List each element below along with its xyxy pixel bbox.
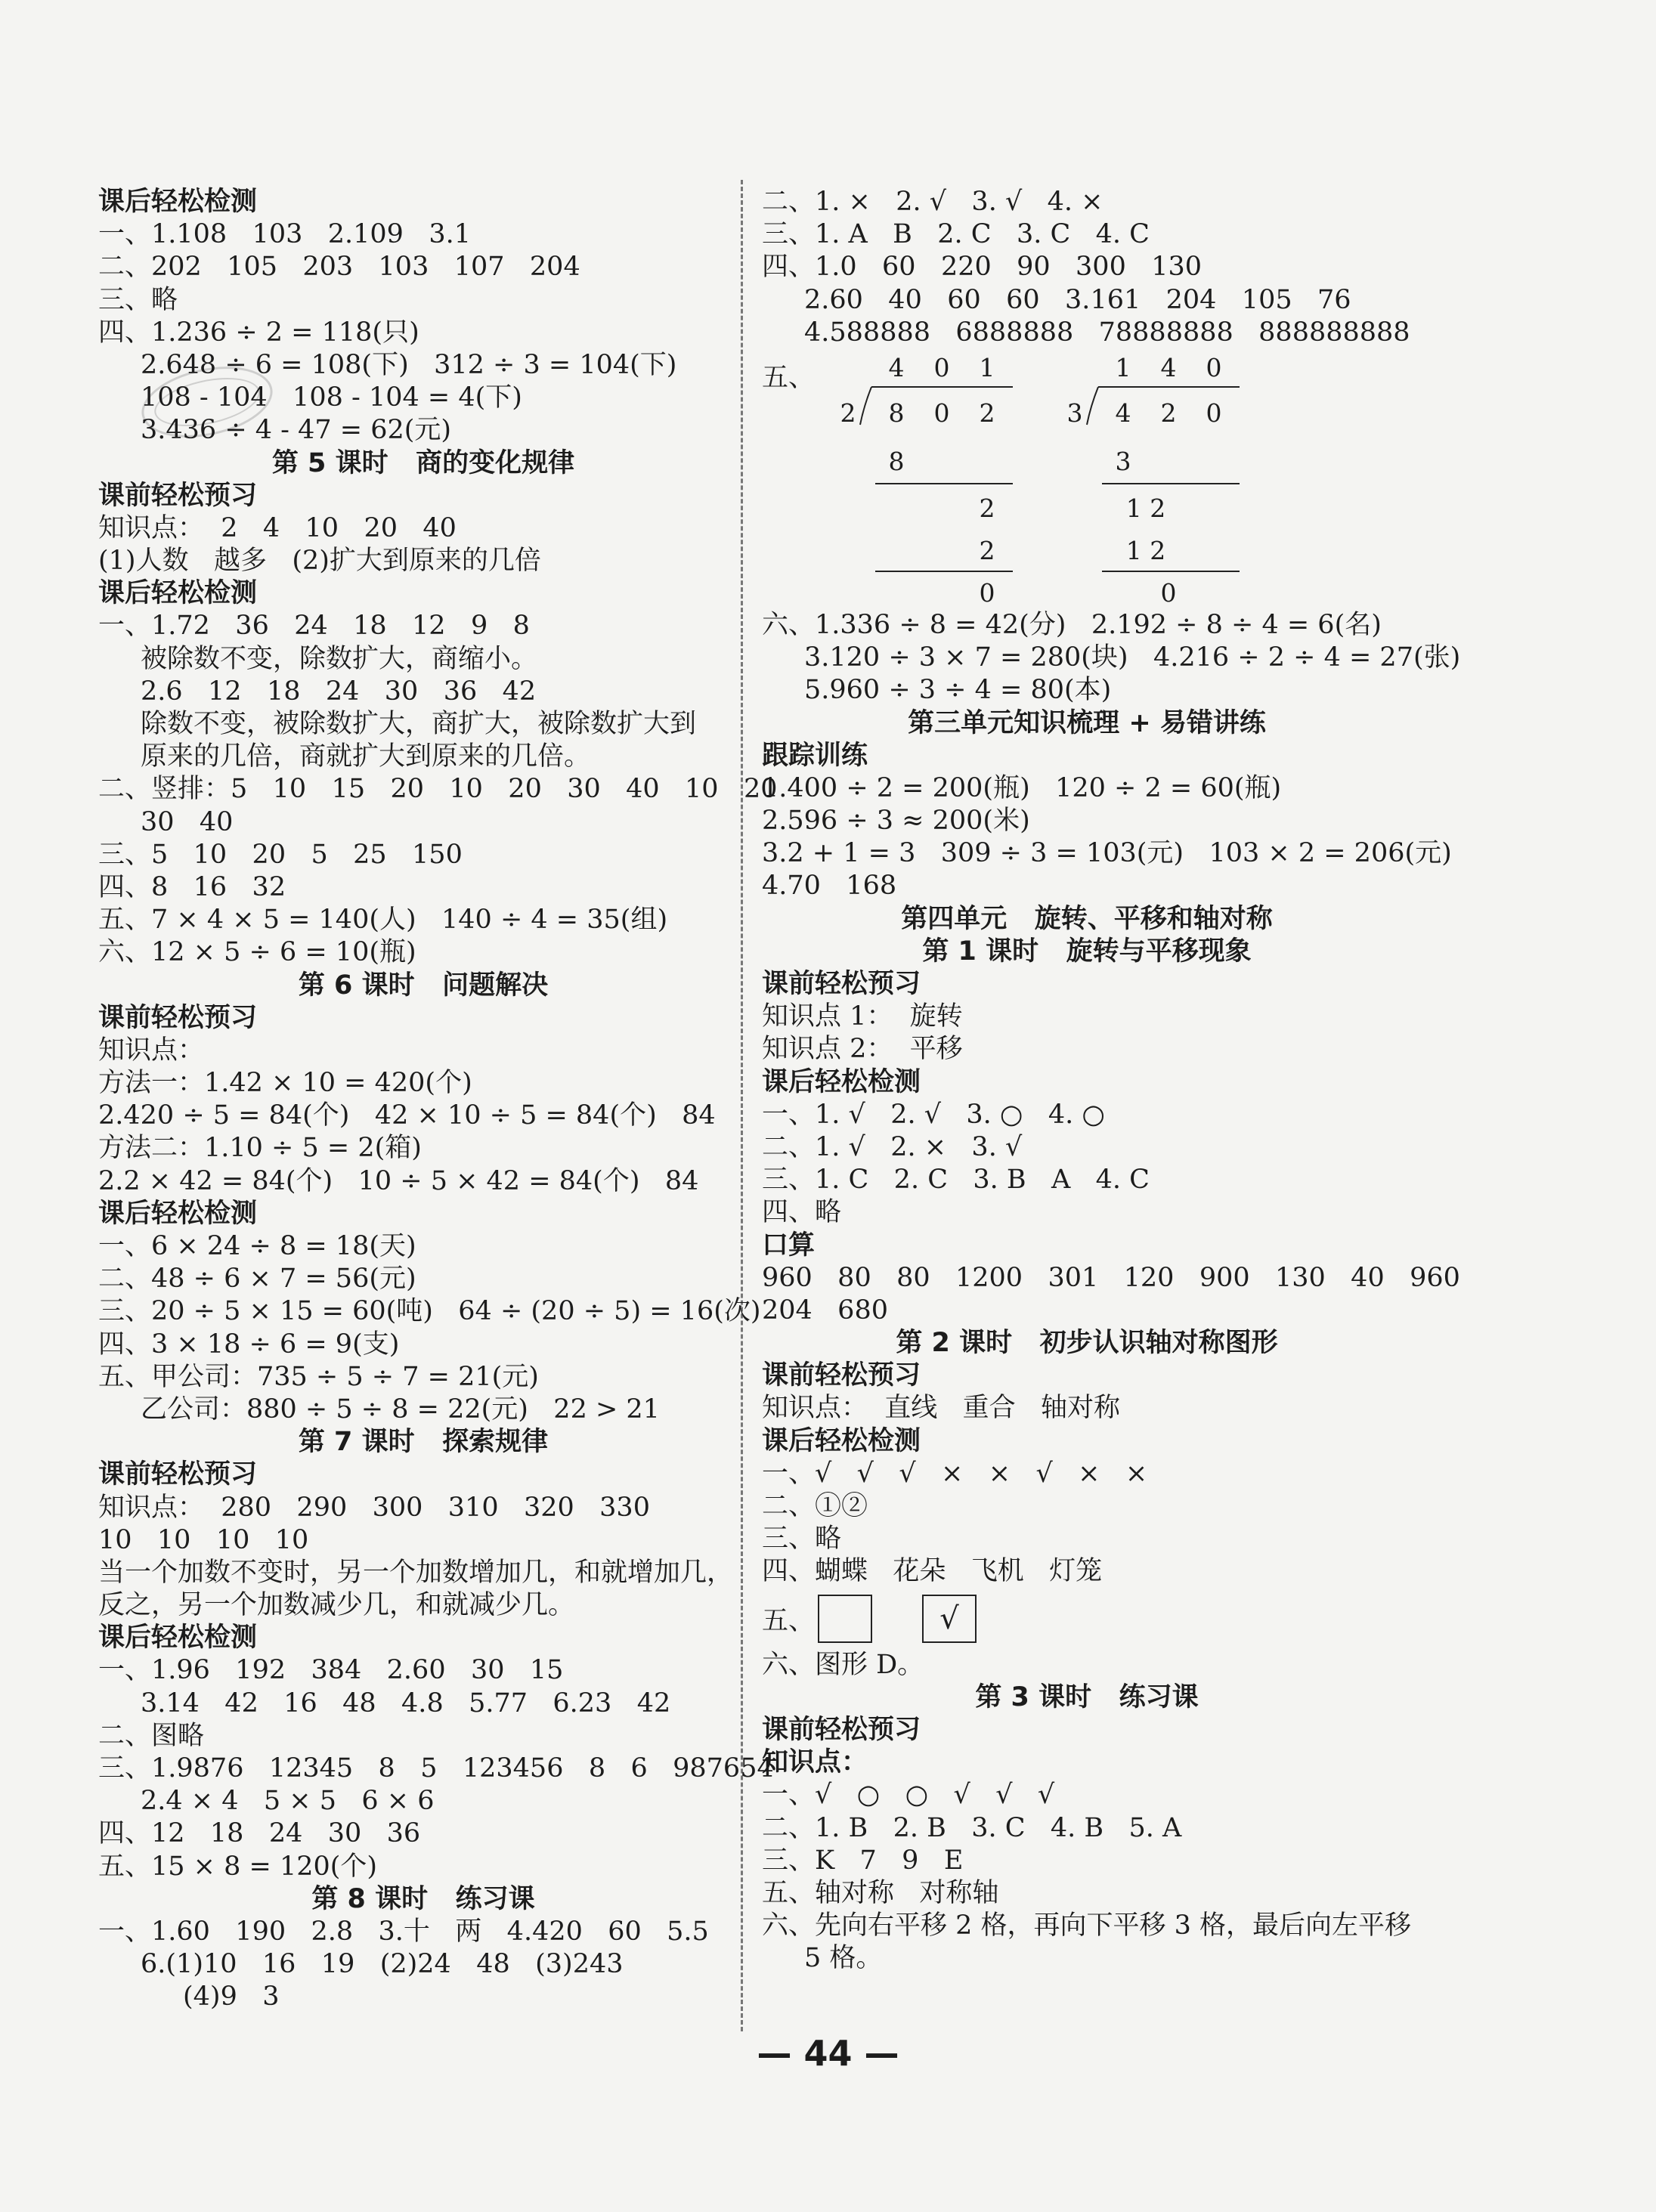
dividend-digit: 0 bbox=[1206, 398, 1222, 428]
answer-line: 5.960 ÷ 3 ÷ 4 = 80(本) bbox=[804, 675, 1112, 706]
answer-line: 四、蝴蝶 花朵 飞机 灯笼 bbox=[762, 1556, 1103, 1587]
section-heading: 课前轻松预习 bbox=[98, 480, 258, 511]
step-partial: 1 2 bbox=[1125, 493, 1166, 523]
answer-line: 二、①② bbox=[762, 1491, 868, 1521]
answer-line: 一、6 × 24 ÷ 8 = 18(天) bbox=[98, 1231, 416, 1261]
answer-line: 6.(1)10 16 19 (2)24 48 (3)243 bbox=[141, 1949, 624, 1980]
answer-line: 方法二：1.10 ÷ 5 = 2(箱) bbox=[98, 1133, 422, 1164]
answer-line: 方法一：1.42 × 10 = 420(个) bbox=[98, 1068, 472, 1099]
right-column bbox=[762, 186, 1461, 1975]
answer-line: 二、图略 bbox=[98, 1720, 205, 1751]
answer-line: 二、202 105 203 103 107 204 bbox=[98, 252, 580, 283]
answer-box-checked: √ bbox=[922, 1595, 977, 1643]
answer-line: 3.436 ÷ 4 - 47 = 62(元) bbox=[141, 415, 452, 446]
quotient-digit: 4 bbox=[888, 352, 905, 382]
section-heading: 课后轻松检测 bbox=[98, 578, 258, 609]
answer-line: 二、竖排：5 10 15 20 10 20 30 40 10 20 bbox=[98, 774, 778, 805]
lesson-title: 第 3 课时 练习课 bbox=[975, 1681, 1199, 1712]
answer-line: 三、20 ÷ 5 × 15 = 60(吨) 64 ÷ (20 ÷ 5) = 16(次) bbox=[98, 1296, 761, 1327]
division-bracket bbox=[1087, 387, 1098, 425]
answer-line: 3.120 ÷ 3 × 7 = 280(块) 4.216 ÷ 2 ÷ 4 = 27(张) bbox=[804, 642, 1461, 673]
dividend-digit: 0 bbox=[933, 398, 950, 428]
answer-line: 二、1. × 2. √ 3. √ 4. × bbox=[762, 187, 1103, 217]
section-heading: 课前轻松预习 bbox=[762, 1714, 921, 1745]
dividend-digit: 2 bbox=[1160, 398, 1177, 428]
step-product: 8 bbox=[888, 446, 905, 476]
answer-line: 3.2 + 1 = 3 309 ÷ 3 = 103(元) 103 × 2 = 206(元) bbox=[762, 838, 1452, 869]
answer-line: (4)9 3 bbox=[183, 1982, 280, 2012]
answer-line: 三、1. C 2. C 3. B A 4. C bbox=[762, 1165, 1150, 1196]
answer-line: 一、1.60 190 2.8 3.十 两 4.420 60 5.5 bbox=[98, 1916, 709, 1947]
answer-line: 五、甲公司：735 ÷ 5 ÷ 7 = 21(元) bbox=[98, 1361, 539, 1392]
answer-line: 三、1.9876 12345 8 5 123456 8 6 987654 bbox=[98, 1753, 774, 1784]
answer-line: 三、K 7 9 E bbox=[762, 1845, 964, 1876]
divisor: 3 bbox=[1066, 398, 1083, 428]
remainder: 0 bbox=[979, 577, 995, 608]
answer-line: 2.420 ÷ 5 = 84(个) 42 × 10 ÷ 5 = 84(个) 84 bbox=[98, 1100, 716, 1131]
section-heading: 课后轻松检测 bbox=[762, 1425, 921, 1456]
page-number: — 44 — bbox=[757, 2033, 899, 2074]
long-division-problem-1 bbox=[840, 353, 1014, 608]
answer-line: 四、12 18 24 30 36 bbox=[98, 1818, 421, 1849]
answer-line: 三、略 bbox=[98, 284, 178, 315]
answer-line: 一、√ ○ ○ √ √ √ bbox=[762, 1780, 1055, 1811]
answer-line: 10 10 10 10 bbox=[98, 1524, 309, 1555]
quotient-digit: 0 bbox=[1206, 352, 1222, 382]
answer-line: 二、1. B 2. B 3. C 4. B 5. A bbox=[762, 1812, 1182, 1843]
answer-line: 六、1.336 ÷ 8 = 42(分) 2.192 ÷ 8 ÷ 4 = 6(名) bbox=[762, 609, 1382, 640]
section-heading: 跟踪训练 bbox=[762, 740, 868, 771]
answer-box-row bbox=[762, 1589, 1412, 1649]
long-division-problem-2 bbox=[1067, 353, 1240, 608]
answer-line: 知识点 1： 旋转 bbox=[762, 1001, 963, 1032]
answer-line: 一、1.108 103 2.109 3.1 bbox=[98, 219, 471, 250]
dividend-digit: 2 bbox=[979, 398, 995, 428]
answer-line: 一、1.96 192 384 2.60 30 15 bbox=[98, 1655, 564, 1686]
section-heading: 课后轻松检测 bbox=[98, 1623, 258, 1654]
answer-line: 30 40 bbox=[141, 806, 234, 837]
lesson-title: 第四单元 旋转、平移和轴对称 bbox=[901, 903, 1273, 934]
answer-line: 三、略 bbox=[762, 1524, 842, 1555]
long-division-label: 五、 bbox=[762, 362, 816, 393]
left-column bbox=[98, 186, 778, 2014]
answer-line: 知识点： 直线 重合 轴对称 bbox=[762, 1393, 1121, 1424]
lesson-title: 第 7 课时 探索规律 bbox=[298, 1427, 549, 1458]
answer-line: 五、7 × 4 × 5 = 140(人) 140 ÷ 4 = 35(组) bbox=[98, 905, 668, 936]
answer-line: 五、轴对称 对称轴 bbox=[762, 1877, 999, 1908]
lesson-title: 第 5 课时 商的变化规律 bbox=[271, 447, 575, 478]
quotient-digit: 1 bbox=[979, 352, 995, 382]
answer-line: 一、1.72 36 24 18 12 9 8 bbox=[98, 611, 530, 642]
answer-line: 除数不变，被除数扩大，商扩大，被除数扩大到 bbox=[141, 709, 697, 739]
section-heading: 课前轻松预习 bbox=[762, 969, 921, 999]
dividend-digit: 4 bbox=[1115, 398, 1131, 428]
answer-line: 4.588888 6888888 78888888 888888888 bbox=[804, 317, 1410, 348]
right-top-block bbox=[762, 186, 1412, 349]
answer-line: 知识点： 2 4 10 20 40 bbox=[98, 512, 457, 543]
long-division-block bbox=[762, 349, 1412, 609]
answer-line: 108 - 104 108 - 104 = 4(下) bbox=[141, 382, 522, 413]
answer-line: 四、1.236 ÷ 2 = 118(只) bbox=[98, 317, 419, 348]
answer-line: 四、1.0 60 220 90 300 130 bbox=[762, 252, 1203, 283]
answer-line: 被除数不变，除数扩大，商缩小。 bbox=[141, 643, 538, 674]
answer-line: 一、√ √ √ × × √ × × bbox=[762, 1458, 1148, 1489]
answer-line: 二、1. √ 2. × 3. √ bbox=[762, 1131, 1023, 1162]
lesson-title: 第 1 课时 旋转与平移现象 bbox=[922, 936, 1252, 967]
answer-line: (1)人数 越多 (2)扩大到原来的几倍 bbox=[98, 546, 541, 577]
remainder: 0 bbox=[1160, 577, 1177, 608]
section-heading: 口算 bbox=[762, 1230, 816, 1261]
answer-line: 3.14 42 16 48 4.8 5.77 6.23 42 bbox=[141, 1688, 671, 1719]
answer-line: 1.400 ÷ 2 = 200(瓶) 120 ÷ 2 = 60(瓶) bbox=[762, 772, 1282, 803]
lesson-title: 第 6 课时 问题解决 bbox=[298, 970, 549, 1001]
answer-line: 5 格。 bbox=[804, 1943, 883, 1974]
answer-line: 六、12 × 5 ÷ 6 = 10(瓶) bbox=[98, 937, 416, 968]
answer-line: 二、48 ÷ 6 × 7 = 56(元) bbox=[98, 1264, 416, 1295]
answer-line: 一、1. √ 2. √ 3. ○ 4. ○ bbox=[762, 1099, 1105, 1130]
quotient-digit: 0 bbox=[933, 352, 950, 382]
answer-line: 知识点： bbox=[98, 1035, 205, 1066]
step-product: 2 bbox=[979, 535, 995, 565]
long-division-figures bbox=[837, 349, 1367, 609]
answer-line: 三、1. A B 2. C 3. C 4. C bbox=[762, 219, 1150, 250]
section-heading: 课后轻松检测 bbox=[98, 187, 258, 217]
quotient-digit: 4 bbox=[1160, 352, 1177, 382]
answer-line: 六、图形 D。 bbox=[762, 1649, 924, 1680]
dividend-digit: 8 bbox=[888, 398, 905, 428]
answer-line: 960 80 80 1200 301 120 900 130 40 960 bbox=[762, 1262, 1460, 1293]
answer-box-label: 五、 bbox=[762, 1605, 816, 1636]
answer-line: 2.596 ÷ 3 ≈ 200(米) bbox=[762, 806, 1030, 837]
answer-line: 当一个加数不变时，另一个加数增加几，和就增加几， bbox=[98, 1557, 734, 1588]
quotient-digit: 1 bbox=[1115, 352, 1131, 382]
step-product: 3 bbox=[1115, 446, 1131, 476]
answer-line: 知识点： 280 290 300 310 320 330 bbox=[98, 1492, 650, 1523]
answer-line: 原来的几倍，商就扩大到原来的几倍。 bbox=[141, 741, 591, 772]
answer-box-empty bbox=[818, 1595, 872, 1643]
answer-line: 4.70 168 bbox=[762, 871, 897, 902]
answer-line: 四、8 16 32 bbox=[98, 871, 286, 902]
right-bottom-block bbox=[762, 1649, 1412, 1975]
answer-line: 四、略 bbox=[762, 1197, 842, 1228]
step-partial: 2 bbox=[979, 493, 995, 523]
answer-line: 反之，另一个加数减少几，和就减少几。 bbox=[98, 1590, 575, 1621]
lesson-title: 第 2 课时 初步认识轴对称图形 bbox=[896, 1328, 1278, 1359]
answer-line: 204 680 bbox=[762, 1295, 888, 1326]
answer-line: 六、先向右平移 2 格，再向下平移 3 格，最后向左平移 bbox=[762, 1910, 1412, 1941]
section-heading: 课前轻松预习 bbox=[762, 1360, 921, 1391]
answer-line: 2.60 40 60 60 3.161 204 105 76 bbox=[804, 284, 1351, 315]
step-product: 1 2 bbox=[1125, 535, 1166, 565]
section-heading: 课后轻松检测 bbox=[762, 1066, 921, 1097]
division-bracket bbox=[860, 387, 871, 425]
answer-line: 2.648 ÷ 6 = 108(下) 312 ÷ 3 = 104(下) bbox=[141, 349, 677, 380]
answer-line: 乙公司：880 ÷ 5 ÷ 8 = 22(元) 22 > 21 bbox=[141, 1394, 660, 1425]
section-heading: 课前轻松预习 bbox=[98, 1002, 258, 1033]
answer-line: 2.6 12 18 24 30 36 42 bbox=[141, 676, 537, 707]
section-heading: 知识点： bbox=[762, 1747, 868, 1778]
answer-line: 2.2 × 42 = 84(个) 10 ÷ 5 × 42 = 84(个) 84 bbox=[98, 1165, 699, 1196]
section-heading: 课前轻松预习 bbox=[98, 1459, 258, 1490]
section-heading: 课后轻松检测 bbox=[98, 1198, 258, 1229]
answer-line: 三、5 10 20 5 25 150 bbox=[98, 839, 463, 870]
answer-line: 五、15 × 8 = 120(个) bbox=[98, 1851, 378, 1882]
right-middle-block bbox=[762, 609, 1461, 1589]
answer-line: 四、3 × 18 ÷ 6 = 9(支) bbox=[98, 1329, 400, 1360]
divisor: 2 bbox=[840, 398, 856, 428]
answer-line: 2.4 × 4 5 × 5 6 × 6 bbox=[141, 1786, 435, 1817]
lesson-title: 第三单元知识梳理 + 易错讲练 bbox=[908, 707, 1266, 738]
answer-line: 知识点 2： 平移 bbox=[762, 1034, 963, 1065]
lesson-title: 第 8 课时 练习课 bbox=[311, 1883, 535, 1914]
